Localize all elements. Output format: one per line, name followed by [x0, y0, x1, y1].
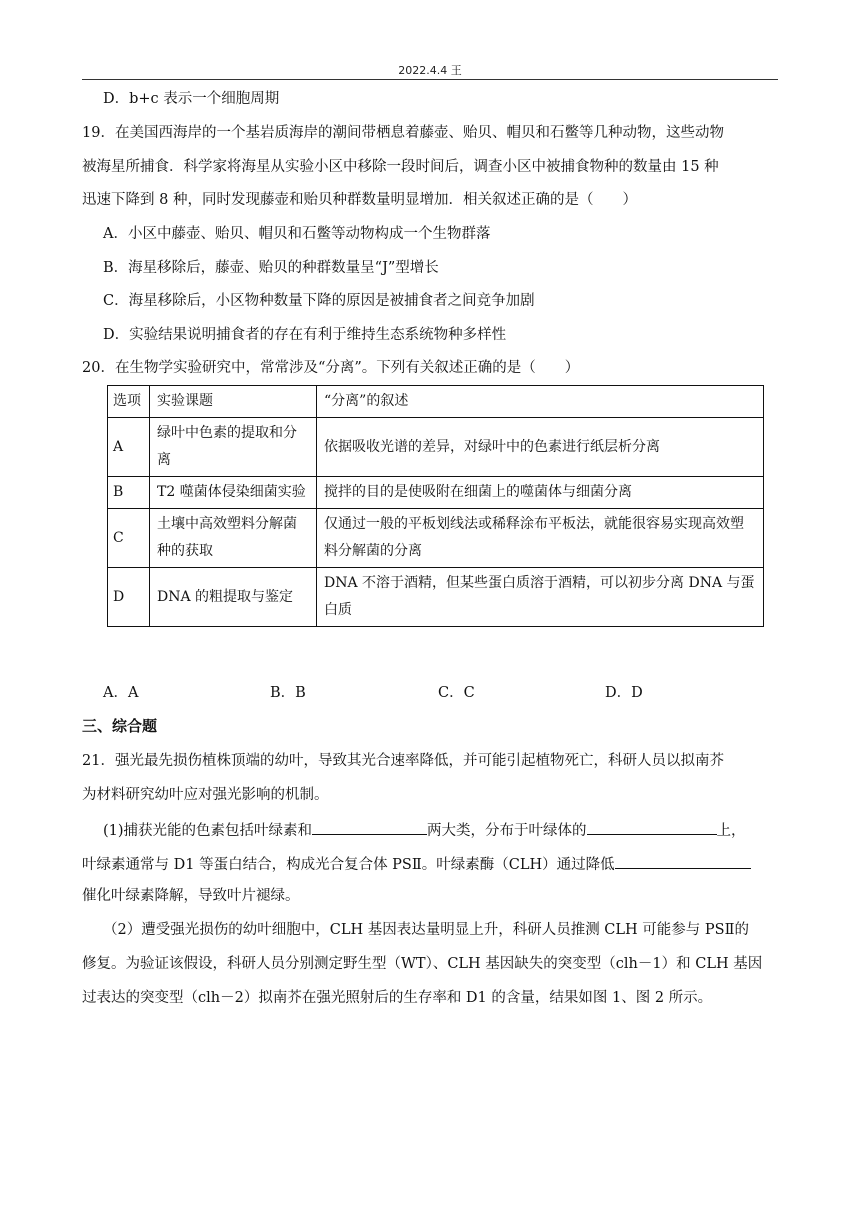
table-row [108, 568, 764, 627]
row-option: B [108, 477, 150, 509]
row-option: A [108, 418, 150, 477]
row-description: 搅拌的目的是使吸附在细菌上的噬菌体与细菌分离 [317, 477, 764, 509]
answer-blank-3[interactable] [615, 853, 751, 869]
header-topic: 实验课题 [150, 386, 317, 418]
row-description: 依据吸收光谱的差异，对绿叶中的色素进行纸层析分离 [317, 418, 764, 477]
prev-question-option-d: D．b+c 表示一个细胞周期 [103, 91, 280, 107]
q20-option-b: B．B [270, 685, 306, 701]
q20-stem: 20．在生物学实验研究中，常常涉及“分离”。下列有关叙述正确的是（ ） [82, 360, 580, 376]
answer-blank-2[interactable] [587, 819, 717, 835]
q21-part1-text-2: 两大类，分布于叶绿体的 [427, 823, 587, 839]
table-row [108, 509, 764, 568]
q19-option-c: C．海星移除后，小区物种数量下降的原因是被捕食者之间竞争加剧 [103, 293, 535, 309]
q19-stem-line-2: 被海星所捕食．科学家将海星从实验小区中移除一段时间后，调查小区中被捕食物种的数量由 15 种 [82, 159, 719, 175]
answer-blank-1[interactable] [312, 819, 427, 835]
row-option: C [108, 509, 150, 568]
row-topic: DNA 的粗提取与鉴定 [150, 568, 317, 627]
q19-option-d: D．实验结果说明捕食者的存在有利于维持生态系统物种多样性 [103, 327, 507, 343]
q21-part2-line-1: （2）遭受强光损伤的幼叶细胞中，CLH 基因表达量明显上升，科研人员推测 CLH 可能参与 PSⅡ的 [103, 922, 749, 938]
q21-part2-line-3: 过表达的突变型（clh－2）拟南芥在强光照射后的生存率和 D1 的含量，结果如图 1、图 2 所示。 [82, 990, 713, 1006]
q19-stem-line-3: 迅速下降到 8 种，同时发现藤壶和贻贝种群数量明显增加．相关叙述正确的是（ ） [82, 192, 637, 208]
q19-option-b: B．海星移除后，藤壶、贻贝的种群数量呈“J”型增长 [103, 260, 439, 276]
row-topic: 绿叶中色素的提取和分离 [150, 418, 317, 477]
q21-part1-text-4: 叶绿素通常与 D1 等蛋白结合，构成光合复合体 PSⅡ。叶绿素酶（CLH）通过降低 [82, 857, 615, 873]
row-description: 仅通过一般的平板划线法或稀释涂布平板法，就能很容易实现高效塑料分解菌的分离 [317, 509, 764, 568]
q19-stem-line-1: 19．在美国西海岸的一个基岩质海岸的潮间带栖息着藤壶、贻贝、帽贝和石鳖等几种动物，这些动物 [82, 125, 724, 141]
q21-part1-line-1 [103, 819, 746, 841]
q20-option-c: C．C [438, 685, 475, 701]
q21-part1-line-3: 催化叶绿素降解，导致叶片褪绿。 [82, 888, 300, 904]
q19-option-a: A．小区中藤壶、贻贝、帽贝和石鳖等动物构成一个生物群落 [103, 226, 491, 242]
row-description: DNA 不溶于酒精，但某些蛋白质溶于酒精，可以初步分离 DNA 与蛋白质 [317, 568, 764, 627]
q21-part1-line-2 [82, 853, 751, 875]
header-option: 选项 [108, 386, 150, 418]
q20-option-d: D．D [605, 685, 643, 701]
header-description: “分离”的叙述 [317, 386, 764, 418]
q21-part1-text-3: 上， [716, 823, 746, 839]
q21-part1-text-1: (1)捕获光能的色素包括叶绿素和 [103, 823, 313, 839]
row-option: D [108, 568, 150, 627]
section-title: 三、综合题 [82, 717, 158, 735]
q21-stem-line-1: 21．强光最先损伤植株顶端的幼叶，导致其光合速率降低，并可能引起植物死亡，科研人员以拟南芥 [82, 753, 724, 769]
table-header-row [108, 386, 764, 418]
q21-stem-line-2: 为材料研究幼叶应对强光影响的机制。 [82, 787, 329, 803]
row-topic: T2 噬菌体侵染细菌实验 [150, 477, 317, 509]
table-row [108, 418, 764, 477]
table-row [108, 477, 764, 509]
page-header: 2022.4.4 王 [398, 64, 462, 77]
row-topic: 土壤中高效塑料分解菌种的获取 [150, 509, 317, 568]
q20-table [107, 385, 764, 627]
q21-part2-line-2: 修复。为验证该假设，科研人员分别测定野生型（WT）、CLH 基因缺失的突变型（clh－1）和 CLH 基因 [82, 956, 763, 972]
header-rule [82, 79, 778, 80]
q20-option-a: A．A [103, 685, 139, 701]
